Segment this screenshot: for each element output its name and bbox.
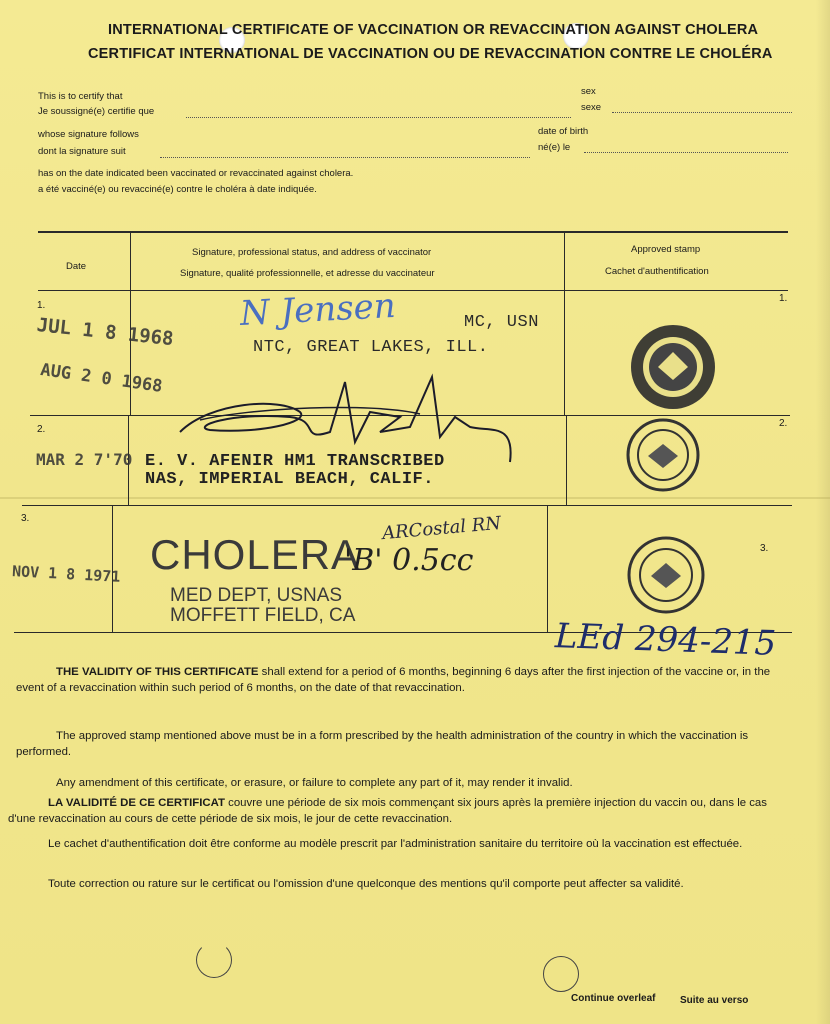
table-header-divider xyxy=(38,290,788,291)
header-stamp-fr: Cachet d'authentification xyxy=(605,266,709,277)
vaccine-dose-handwritten: 'B' 0.5cc xyxy=(344,543,474,578)
signature-label-en: whose signature follows xyxy=(38,129,139,140)
header-signature-en: Signature, professional status, and address of vaccinator xyxy=(192,247,432,258)
vaccinator-rank-row1: MC, USN xyxy=(464,313,539,332)
certify-label-en: This is to certify that xyxy=(38,91,123,102)
signature-label-fr: dont la signature suit xyxy=(38,146,126,157)
header-date: Date xyxy=(66,261,87,272)
validity-note-en-text: shall extend for a period of 6 months, beginning 6 days after the first injection of the vaccine or, in the event of a revaccination within such period of 6 months, on the date of that revaccination. xyxy=(16,666,771,694)
lot-number-handwritten: LEd 294-215 xyxy=(554,616,777,664)
row-number-left: 1. xyxy=(37,300,46,311)
stamp-note-en-text: The approved stamp mentioned above must be in a form prescribed by the health administration of the country in which the vaccination is performed. xyxy=(16,730,749,758)
vaccinator-address-row2: NAS, IMPERIAL BEACH, CALIF. xyxy=(145,470,434,489)
validity-note-en-bold: THE VALIDITY OF THIS CERTIFICATE xyxy=(56,666,259,678)
table-top-border xyxy=(38,231,788,233)
amendment-note-en-text: Any amendment of this certificate, or erasure, or failure to complete any part of it, may render it invalid. xyxy=(56,777,573,789)
amendment-note-en xyxy=(16,776,776,792)
validity-note-fr xyxy=(8,796,768,827)
title-english: INTERNATIONAL CERTIFICATE OF VACCINATION OR REVACCINATION AGAINST CHOLERA xyxy=(108,22,759,38)
date-stamp-row1-first: JUL 1 8 1968 xyxy=(35,314,175,351)
fold-line xyxy=(0,497,830,499)
table-row-divider xyxy=(22,505,792,506)
table-column-divider xyxy=(566,416,567,506)
approved-stamp-seal-1-icon xyxy=(628,322,718,412)
page-edge-shadow xyxy=(816,0,830,1024)
vaccinator-signature-row1: N Jensen xyxy=(239,285,397,335)
continue-overleaf-fr: Suite au verso xyxy=(680,995,749,1006)
date-stamp-row3: NOV 1 8 1971 xyxy=(11,562,121,586)
dob-field-line xyxy=(584,152,788,153)
sex-label-fr: sexe xyxy=(581,102,602,113)
punch-hole-outline xyxy=(196,942,232,978)
med-dept-line1: MED DEPT, USNAS xyxy=(170,585,343,606)
date-stamp-row2: MAR 2 7'70 xyxy=(36,450,133,469)
header-signature-fr: Signature, qualité professionnelle, et adresse du vaccinateur xyxy=(180,268,435,279)
row-number-right: 1. xyxy=(779,293,788,304)
punch-hole-outline xyxy=(543,956,579,992)
vaccinator-address-row1: NTC, GREAT LAKES, ILL. xyxy=(253,338,489,357)
vaccinator-name-row2: E. V. AFENIR HM1 TRANSCRIBED xyxy=(145,452,445,471)
approved-stamp-seal-3-icon xyxy=(627,536,705,614)
row-number-left: 3. xyxy=(21,513,30,524)
med-dept-line2: MOFFETT FIELD, CA xyxy=(170,605,356,626)
certify-label-fr: Je soussigné(e) certifie que xyxy=(38,106,155,117)
stamp-note-fr xyxy=(8,837,768,853)
dob-label-en: date of birth xyxy=(538,126,589,137)
validity-note-en xyxy=(16,665,776,696)
header-stamp-en: Approved stamp xyxy=(631,244,701,255)
row-number-left: 2. xyxy=(37,424,46,435)
row-number-right: 2. xyxy=(779,418,788,429)
name-field-line xyxy=(186,117,571,118)
continue-overleaf-en: Continue overleaf xyxy=(571,993,656,1004)
stamp-note-en xyxy=(16,729,776,760)
vaccine-type-stamp: CHOLERA xyxy=(150,531,361,578)
nurse-initials: ARCostal RN xyxy=(381,512,502,545)
signature-field-line xyxy=(160,157,530,158)
dob-label-fr: né(e) le xyxy=(538,142,571,153)
table-column-divider xyxy=(564,232,565,416)
stamp-note-fr-text: Le cachet d'authentification doit être conforme au modèle prescrit par l'administration sanitaire du territoire où la vaccination est effectuée. xyxy=(48,838,743,850)
validity-note-fr-text: couvre une période de six mois commençant six jours après la première injection du vaccin ou, dans le cas d'une revaccination au cours de cette période de six mois, le jour de cette revaccination. xyxy=(8,797,767,825)
validity-note-fr-bold: LA VALIDITÉ DE CE CERTIFICAT xyxy=(48,797,225,809)
vaccinated-statement-en: has on the date indicated been vaccinated or revaccinated against cholera. xyxy=(38,168,354,179)
amendment-note-fr-text: Toute correction ou rature sur le certificat ou l'omission d'une quelconque des mentions qu'il comporte peut affecter sa validité. xyxy=(48,878,684,890)
table-column-divider xyxy=(547,506,548,632)
sex-field-line xyxy=(612,112,792,113)
date-stamp-row1-second: AUG 2 0 1968 xyxy=(39,360,164,397)
sex-label-en: sex xyxy=(581,86,596,97)
title-french: CERTIFICAT INTERNATIONAL DE VACCINATION OU DE REVACCINATION CONTRE LE CHOLÉRA xyxy=(88,46,773,62)
approved-stamp-seal-2-icon xyxy=(626,418,700,492)
row-number-right: 3. xyxy=(760,543,769,554)
amendment-note-fr xyxy=(8,877,768,893)
vaccinated-statement-fr: a été vacciné(e) ou revacciné(e) contre le choléra à date indiquée. xyxy=(38,184,317,195)
